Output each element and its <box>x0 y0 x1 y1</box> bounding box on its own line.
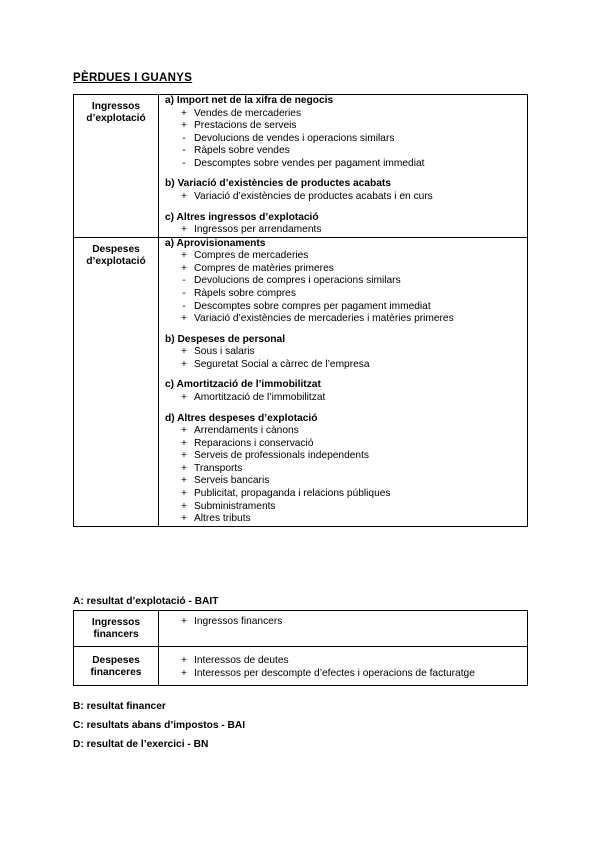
label-line: Ingressos <box>91 101 141 112</box>
sign: + <box>181 437 187 449</box>
list-item <box>165 301 527 314</box>
list-item <box>165 668 527 681</box>
sign: + <box>181 391 187 403</box>
label-line: d’explotació <box>86 255 146 267</box>
item-text: Subministraments <box>194 500 276 512</box>
result-d: D: resultat de l’exercici - BN <box>73 739 209 750</box>
list-item <box>165 145 527 158</box>
section <box>165 379 527 404</box>
item-text: Devolucions de vendes i operacions similars <box>194 132 395 144</box>
item-text: Arrendaments i cànons <box>194 425 299 436</box>
sign: + <box>181 462 187 474</box>
section <box>165 238 527 326</box>
sign: - <box>182 157 186 169</box>
list-item <box>165 392 527 405</box>
sign: + <box>181 107 187 119</box>
list-item <box>165 425 527 438</box>
item-text: Compres de matèries primeres <box>194 262 334 274</box>
list-item <box>165 475 527 488</box>
list-item <box>165 655 527 668</box>
list-item <box>165 501 527 514</box>
item-text: Descomptes sobre compres per pagament immediat <box>194 300 431 312</box>
sign: + <box>181 450 187 462</box>
sign: - <box>182 145 186 157</box>
list-item <box>165 359 527 372</box>
financial-income-content <box>159 611 528 647</box>
list-item <box>165 263 527 276</box>
item-text: Ingressos financers <box>194 616 283 627</box>
financial-table <box>73 610 528 686</box>
sign: - <box>182 275 186 287</box>
sign: + <box>181 190 187 202</box>
operating-expenses-content <box>159 237 528 526</box>
label-line: financers <box>93 629 139 640</box>
item-text: Ingressos per arrendaments <box>194 224 322 236</box>
financial-income-row <box>74 611 528 647</box>
sign: - <box>182 287 186 299</box>
item-text: Seguretat Social a càrrec de l’empresa <box>194 358 370 370</box>
sign: + <box>181 667 187 679</box>
label-line: financeres <box>90 667 142 678</box>
list-item <box>165 488 527 501</box>
label-line: Despeses <box>92 243 140 255</box>
item-text: Transports <box>194 462 243 474</box>
sign: + <box>181 487 187 499</box>
list-item <box>165 513 527 526</box>
section <box>165 334 527 372</box>
operating-income-label <box>74 95 159 238</box>
financial-income-label <box>74 611 159 647</box>
section <box>165 95 527 170</box>
sign: + <box>181 346 187 358</box>
list-item <box>165 288 527 301</box>
item-text: Amortització de l’immobilitzat <box>194 391 326 403</box>
section-heading: b) Variació d’existències de productes acabats <box>165 178 391 190</box>
item-text: Interessos de deutes <box>194 655 289 666</box>
item-text: Ràpels sobre vendes <box>194 145 290 157</box>
item-text: Altres tributs <box>194 513 251 525</box>
sign: - <box>182 300 186 312</box>
sign: + <box>181 358 187 370</box>
sign: + <box>181 250 187 262</box>
item-text: Vendes de mercaderies <box>194 107 302 119</box>
list-item <box>165 463 527 476</box>
item-text: Descomptes sobre vendes per pagament immediat <box>194 157 425 169</box>
list-item <box>165 313 527 326</box>
result-a: A: resultat d’explotació - BAIT <box>73 596 219 607</box>
sign: + <box>181 224 187 236</box>
list-item <box>165 120 527 133</box>
list-item <box>165 224 527 237</box>
item-text: Devolucions de compres i operacions similars <box>194 275 401 287</box>
sign: - <box>182 132 186 144</box>
operating-income-row <box>74 95 528 238</box>
list-item <box>165 450 527 463</box>
label-line: d’explotació <box>86 113 146 124</box>
operating-expenses-row <box>74 237 528 526</box>
list-item <box>165 250 527 263</box>
sign: + <box>181 475 187 487</box>
list-item <box>165 346 527 359</box>
section <box>165 212 527 237</box>
item-text: Prestacions de serveis <box>194 120 297 132</box>
sign: + <box>181 425 187 436</box>
item-text: Variació d’existències de productes acabats i en curs <box>194 190 433 202</box>
section-heading: c) Altres ingressos d’explotació <box>165 211 319 223</box>
sign: + <box>181 120 187 132</box>
section-heading: a) Aprovisionaments <box>165 237 266 249</box>
section <box>165 178 527 203</box>
financial-expenses-label <box>74 647 159 686</box>
result-c: C: resultats abans d’impostos - BAI <box>73 720 246 731</box>
operating-income-content <box>159 95 528 238</box>
label-line: Despeses <box>92 655 140 666</box>
sign: + <box>181 513 187 525</box>
item-text: Ràpels sobre compres <box>194 287 296 299</box>
sign: + <box>181 500 187 512</box>
item-text: Interessos per descompte d’efectes i operacions de facturatge <box>194 667 475 679</box>
item-text: Variació d’existències de mercaderies i matèries primeres <box>194 313 454 325</box>
sign: + <box>181 655 187 666</box>
item-text: Publicitat, propaganda i relacions públiques <box>194 487 391 499</box>
result-b: B: resultat financer <box>73 701 166 712</box>
operating-table <box>73 94 528 527</box>
page-title: PÈRDUES I GUANYS <box>73 72 193 84</box>
section <box>165 413 527 526</box>
item-text: Compres de mercaderies <box>194 250 309 262</box>
item-text: Sous i salaris <box>194 346 255 358</box>
sign: + <box>181 262 187 274</box>
financial-expenses-content <box>159 647 528 686</box>
list-item <box>165 108 527 121</box>
financial-expenses-row <box>74 647 528 686</box>
sign: + <box>181 313 187 325</box>
section-heading: c) Amortització de l’immobilitzat <box>165 379 321 391</box>
item-text: Serveis de professionals independents <box>194 450 369 462</box>
operating-expenses-label <box>74 237 159 526</box>
list-item <box>165 616 527 629</box>
list-item <box>165 133 527 146</box>
section-heading: d) Altres despeses d’explotació <box>165 412 318 424</box>
list-item <box>165 191 527 204</box>
section-heading: a) Import net de la xifra de negocis <box>165 95 334 106</box>
section-heading: b) Despeses de personal <box>165 333 286 345</box>
item-text: Reparacions i conservació <box>194 437 314 449</box>
label-line: Ingressos <box>91 617 141 628</box>
sign: + <box>181 616 187 627</box>
list-item <box>165 275 527 288</box>
list-item <box>165 438 527 451</box>
list-item <box>165 158 527 171</box>
item-text: Serveis bancaris <box>194 475 270 487</box>
